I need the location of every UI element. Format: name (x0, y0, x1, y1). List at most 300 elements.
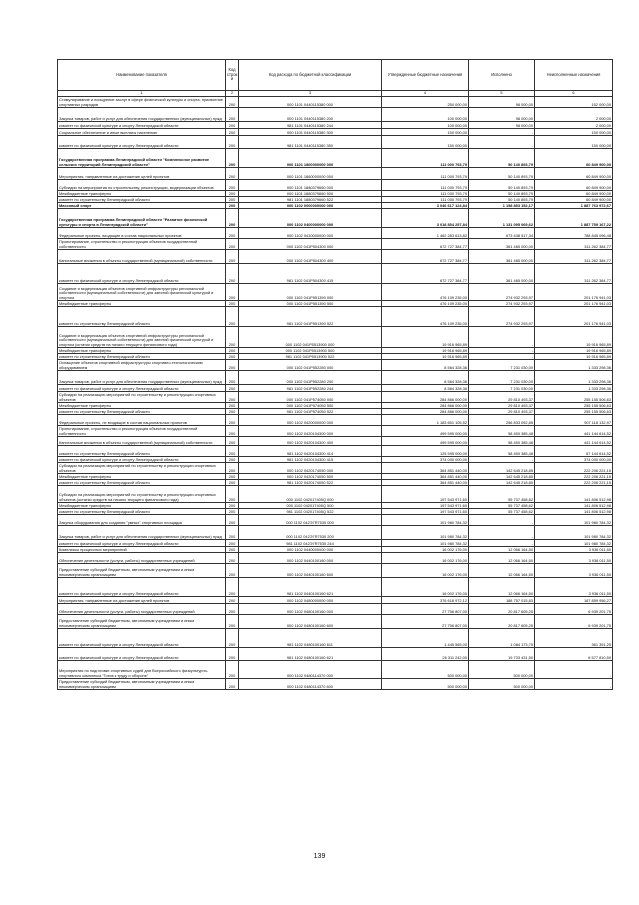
table-row (58, 661, 613, 679)
row-name: Межбюджетные трансферты (58, 474, 226, 480)
row-kbk-code: 981 1102 041P5513900 522 (239, 354, 382, 360)
row-approved-amount: 197 543 971,60 (382, 486, 469, 503)
row-code: 200 (226, 540, 239, 547)
row-approved-amount: 197 543 971,60 (382, 503, 469, 509)
row-code: 200 (226, 129, 239, 136)
row-unexecuted-amount: 141 806 512,98 (535, 503, 613, 509)
row-name: комитет по физической культуре и спорту Ленинградской области (58, 540, 226, 547)
table-row (58, 564, 613, 578)
table-row (58, 129, 613, 136)
row-executed-amount: 20 817 605,25 (469, 604, 535, 615)
row-kbk-code: 000 1102 0480100160 600 (239, 615, 382, 629)
row-kbk-code: 000 1102 0480114370 000 (239, 661, 382, 679)
row-kbk-code: 000 1102 041P574050 000 (239, 392, 382, 403)
row-kbk-code: 000 1102 0420104300 400 (239, 437, 382, 446)
row-approved-amount: 476 109 235,00 (382, 307, 469, 327)
table-row (58, 526, 613, 540)
row-kbk-code: 981 1102 042017405Q 522 (239, 509, 382, 515)
row-unexecuted-amount: 222 206 221,15 (535, 463, 613, 474)
row-executed-amount: 50 140 893,79 (469, 180, 535, 191)
row-code: 200 (226, 360, 239, 371)
row-unexecuted-amount: 60 849 900,00 (535, 168, 613, 180)
row-code: 200 (226, 486, 239, 503)
row-code: 200 (226, 203, 239, 209)
row-approved-amount: 197 543 971,60 (382, 509, 469, 515)
row-code: 200 (226, 457, 239, 463)
table-row (58, 679, 613, 690)
row-approved-amount: 1 183 651 105,52 (382, 415, 469, 426)
row-name: Оснащение объектов спортивной инфраструктуры спортивно-технологическим оборудованием (58, 360, 226, 371)
row-kbk-code: 000 1102 042017405Q 500 (239, 503, 382, 509)
row-code: 200 (226, 209, 239, 228)
row-code: 200 (226, 503, 239, 509)
row-approved-amount: 672 727 384,77 (382, 250, 469, 264)
row-executed-amount: 1 131 095 069,62 (469, 209, 535, 228)
row-executed-amount: 55 737 458,62 (469, 486, 535, 503)
row-executed-amount: - (469, 136, 535, 149)
row-kbk-code: 981 1101 0440115380 244 (239, 122, 382, 129)
row-executed-amount: 7 231 030,00 (469, 360, 535, 371)
row-name: Субсидии на реализацию мероприятий по строительству и реконструкции спортивных объектов (остатки средств на начало текущего финансового года) (58, 486, 226, 503)
row-name: Массовый спорт (58, 203, 226, 209)
row-kbk-code: 000 1101 1880379660 500 (239, 191, 382, 197)
row-name: комитет по строительству Ленинградской области (58, 446, 226, 457)
row-unexecuted-amount: 60 849 900,00 (535, 180, 613, 191)
row-code: 200 (226, 604, 239, 615)
row-code: 200 (226, 348, 239, 354)
row-kbk-code: 981 1102 0440100160 621 (239, 578, 382, 597)
row-name: Мероприятия, направленные на достижение целей проектов (58, 597, 226, 604)
row-name: комитет по физической культуре и спорту Ленинградской области (58, 629, 226, 648)
row-unexecuted-amount: 6 577 810,50 (535, 648, 613, 661)
row-name: Обеспечение деятельности (услуги, работы) государственных учреждений (58, 553, 226, 564)
row-unexecuted-amount: 101 980 784,32 (535, 515, 613, 526)
row-kbk-code: 981 1102 041P504300 415 (239, 264, 382, 284)
row-approved-amount: 1 445 565,00 (382, 629, 469, 648)
row-executed-amount: 55 737 458,62 (469, 503, 535, 509)
header-name: Наименование показателя (58, 60, 226, 91)
row-kbk-code: 000 1102 0410000000 000 (239, 228, 382, 239)
table-row (58, 463, 613, 474)
row-kbk-code: 981 1102 0420174050 522 (239, 480, 382, 486)
row-kbk-code: 000 1101 0440115380 300 (239, 129, 382, 136)
row-approved-amount: 3 018 854 257,84 (382, 209, 469, 228)
row-name: Капитальные вложения в объекты государственной (муниципальной) собственности (58, 437, 226, 446)
row-code: 200 (226, 526, 239, 540)
row-kbk-code: 000 1102 042017405Q 000 (239, 486, 382, 503)
row-code: 200 (226, 284, 239, 301)
row-kbk-code: 981 1102 0480100160 621 (239, 648, 382, 661)
table-body (58, 97, 613, 690)
row-name: комитет по физической культуре и спорту Ленинградской области (58, 578, 226, 597)
row-executed-amount: 500 000,00 (469, 661, 535, 679)
row-code: 200 (226, 661, 239, 679)
row-kbk-code: 000 1101 0440115380 200 (239, 108, 382, 122)
table-row (58, 149, 613, 168)
table-row (58, 385, 613, 392)
row-name: Субсидии на мероприятия по строительству, реконструкции, модернизации объектов (58, 180, 226, 191)
table-row (58, 415, 613, 426)
row-unexecuted-amount: 60 849 900,00 (535, 197, 613, 203)
row-executed-amount: 50 140 893,79 (469, 168, 535, 180)
row-approved-amount: 284 866 000,00 (382, 403, 469, 409)
row-code: 200 (226, 597, 239, 604)
row-unexecuted-amount: 1 887 763 972,67 (535, 203, 613, 209)
row-unexecuted-amount: 441 144 614,52 (535, 437, 613, 446)
row-approved-amount: 364 851 440,00 (382, 480, 469, 486)
row-code: 200 (226, 409, 239, 415)
table-row (58, 264, 613, 284)
row-executed-amount: 500 000,00 (469, 679, 535, 690)
row-code: 200 (226, 629, 239, 648)
row-approved-amount: 672 727 384,77 (382, 264, 469, 284)
table-row (58, 97, 613, 108)
row-approved-amount: 111 000 793,79 (382, 149, 469, 168)
row-code: 200 (226, 509, 239, 515)
row-code: 200 (226, 371, 239, 385)
row-code: 200 (226, 515, 239, 526)
row-executed-amount: 7 231 030,00 (469, 371, 535, 385)
row-executed-amount: 188 757 015,83 (469, 597, 535, 604)
table-row (58, 371, 613, 385)
row-approved-amount: 150 000,00 (382, 136, 469, 149)
row-executed-amount: 12 066 164,50 (469, 564, 535, 578)
row-approved-amount: 672 727 384,77 (382, 239, 469, 250)
row-approved-amount: 100 000,00 (382, 108, 469, 122)
row-kbk-code: 981 1101 1880379660 522 (239, 197, 382, 203)
row-executed-amount: 12 066 164,50 (469, 547, 535, 553)
row-code: 200 (226, 437, 239, 446)
row-name: Субсидии на реализацию мероприятий по строительству и реконструкции спортивных объектов (58, 463, 226, 474)
row-approved-amount: 111 000 793,79 (382, 197, 469, 203)
row-executed-amount: 50 140 893,79 (469, 191, 535, 197)
table-row (58, 615, 613, 629)
row-name: комитет по строительству Ленинградской области (58, 509, 226, 515)
row-approved-amount: 8 564 328,36 (382, 371, 469, 385)
row-name: Субсидии на реализацию мероприятий по строительству и реконструкции спортивных объектов (58, 392, 226, 403)
row-unexecuted-amount: 201 176 941,03 (535, 307, 613, 327)
row-kbk-code: 000 1102 041P552280 000 (239, 360, 382, 371)
row-name: комитет по строительству Ленинградской области (58, 409, 226, 415)
table-row (58, 578, 613, 597)
row-kbk-code: 000 1102 041P504300 000 (239, 239, 382, 250)
row-code: 200 (226, 415, 239, 426)
table-row (58, 136, 613, 149)
row-executed-amount: 50 140 893,79 (469, 149, 535, 168)
row-unexecuted-amount: 201 176 941,03 (535, 301, 613, 307)
row-approved-amount: 250 000,00 (382, 97, 469, 108)
row-approved-amount: 111 000 793,79 (382, 191, 469, 197)
row-unexecuted-amount: 3 936 011,50 (535, 547, 613, 553)
row-code: 200 (226, 239, 239, 250)
row-name: Создание и модернизация объектов спортивной инфраструктуры региональной собственности (муниципальной собственности) для занятий физической культурой и спортом (остатки средств на начало текущего финансового года) (58, 327, 226, 348)
row-executed-amount: 274 932 293,97 (469, 284, 535, 301)
row-unexecuted-amount: 788 845 096,48 (535, 228, 613, 239)
row-unexecuted-amount: 3 936 011,50 (535, 553, 613, 564)
row-executed-amount: 58 450 385,48 (469, 437, 535, 446)
row-approved-amount: 364 851 440,00 (382, 463, 469, 474)
row-name: Государственная программа Ленинградской области "Развитие физической культуры и спорта в Ленинградской области" (58, 209, 226, 228)
row-approved-amount: 27 756 807,00 (382, 604, 469, 615)
row-code: 200 (226, 578, 239, 597)
row-executed-amount: 1 158 853 152,17 (469, 203, 535, 209)
row-unexecuted-amount: 255 155 506,63 (535, 392, 613, 403)
row-executed-amount: 142 645 218,85 (469, 474, 535, 480)
table-row (58, 515, 613, 526)
row-approved-amount: 476 109 235,00 (382, 284, 469, 301)
row-kbk-code: 000 1102 0480100160 000 (239, 604, 382, 615)
row-code: 200 (226, 136, 239, 149)
row-kbk-code: 981 1102 041P574050 522 (239, 409, 382, 415)
row-executed-amount: - (469, 348, 535, 354)
row-approved-amount: 3 046 617 124,84 (382, 203, 469, 209)
row-kbk-code: 000 1102 042Э7R7530 200 (239, 526, 382, 540)
table-row (58, 250, 613, 264)
row-unexecuted-amount: 255 155 506,63 (535, 403, 613, 409)
row-unexecuted-amount: 60 849 900,00 (535, 149, 613, 168)
row-code: 200 (226, 392, 239, 403)
row-name: Мероприятия, направленные на достижение целей проектов (58, 168, 226, 180)
row-unexecuted-amount: 101 980 784,32 (535, 540, 613, 547)
row-name: Межбюджетные трансферты (58, 301, 226, 307)
row-code: 200 (226, 228, 239, 239)
row-name: Мероприятия по подготовке спортивных судей для Всероссийского физкультурно-спортивного комплекса "Готов к труду и обороне" (58, 661, 226, 679)
row-executed-amount: 20 817 605,25 (469, 615, 535, 629)
row-code: 200 (226, 403, 239, 409)
column-number: 6 (535, 91, 613, 97)
row-executed-amount: 98 000,00 (469, 122, 535, 129)
row-approved-amount: 19 916 965,89 (382, 354, 469, 360)
row-name: комитет по физической культуре и спорту Ленинградской области (58, 648, 226, 661)
row-unexecuted-amount: - (535, 661, 613, 679)
table-row (58, 108, 613, 122)
row-code: 200 (226, 149, 239, 168)
row-name: Предоставление субсидий бюджетным, автономным учреждениям и иным некоммерческим организациям (58, 679, 226, 690)
table-row (58, 327, 613, 348)
row-executed-amount: 274 932 293,97 (469, 301, 535, 307)
row-code: 200 (226, 264, 239, 284)
row-name: Предоставление субсидий бюджетным, автономным учреждениям и иным некоммерческим организациям (58, 564, 226, 578)
row-code: 200 (226, 327, 239, 348)
row-unexecuted-amount: - (535, 679, 613, 690)
row-name: Проектирование, строительство и реконструкция объектов государственной собственности (58, 239, 226, 250)
row-approved-amount: 19 916 965,89 (382, 348, 469, 354)
row-unexecuted-amount: 3 936 011,50 (535, 564, 613, 578)
row-kbk-code: 000 1102 0000000000 000 (239, 203, 382, 209)
row-name: комитет по физической культуре и спорту Ленинградской области (58, 122, 226, 129)
row-unexecuted-amount: 222 206 221,15 (535, 480, 613, 486)
row-name: Федеральные проекты, входящие в состав национальных проектов (58, 228, 226, 239)
row-name: Комплексы процессных мероприятий (58, 547, 226, 553)
row-code: 200 (226, 679, 239, 690)
row-name: Создание и модернизация объектов спортивной инфраструктуры региональной собственности (муниципальной собственности) для занятий физической культурой и спортом (58, 284, 226, 301)
row-approved-amount: 100 000,00 (382, 122, 469, 129)
row-kbk-code: 981 1101 0440115380 350 (239, 136, 382, 149)
row-code: 200 (226, 474, 239, 480)
row-kbk-code: 981 1102 0420104300 415 (239, 457, 382, 463)
row-kbk-code: 000 1102 041P551390 500 (239, 301, 382, 307)
row-name: комитет по физической культуре и спорту Ленинградской области (58, 457, 226, 463)
row-approved-amount: 125 595 000,00 (382, 446, 469, 457)
table-row (58, 392, 613, 403)
row-kbk-code: 000 1102 0420000000 000 (239, 415, 382, 426)
row-unexecuted-amount: 2 000,00 (535, 108, 613, 122)
row-code: 200 (226, 191, 239, 197)
table-row (58, 597, 613, 604)
row-approved-amount: 101 980 784,32 (382, 515, 469, 526)
table-row (58, 437, 613, 446)
row-code: 200 (226, 97, 239, 108)
row-approved-amount: 8 564 328,36 (382, 385, 469, 392)
row-approved-amount: 27 756 807,00 (382, 615, 469, 629)
table-row (58, 360, 613, 371)
row-code: 200 (226, 564, 239, 578)
header-executed: Исполнено (469, 60, 535, 91)
column-number: 3 (239, 91, 382, 97)
row-kbk-code: 000 1102 0480000000 000 (239, 597, 382, 604)
row-code: 200 (226, 122, 239, 129)
row-name: Федеральные проекты, не входящие в состав национальных проектов (58, 415, 226, 426)
row-unexecuted-amount: 3 936 011,50 (535, 578, 613, 597)
row-unexecuted-amount: 441 144 614,52 (535, 426, 613, 437)
row-unexecuted-amount: 907 118 132,97 (535, 415, 613, 426)
row-approved-amount: 111 000 793,79 (382, 168, 469, 180)
row-kbk-code: 981 1102 041P552280 244 (239, 385, 382, 392)
row-unexecuted-amount: 255 155 506,63 (535, 409, 613, 415)
row-approved-amount: 1 462 283 613,82 (382, 228, 469, 239)
row-code: 200 (226, 301, 239, 307)
row-approved-amount: 374 000 000,00 (382, 457, 469, 463)
row-code: 200 (226, 180, 239, 191)
row-name: Межбюджетные трансферты (58, 191, 226, 197)
table-row (58, 629, 613, 648)
row-executed-amount: - (469, 354, 535, 360)
row-kbk-code: 000 1102 0420174050 500 (239, 474, 382, 480)
row-kbk-code: 000 1102 041P5513900 500 (239, 348, 382, 354)
row-unexecuted-amount: 361 391,25 (535, 629, 613, 648)
row-kbk-code: 000 1101 0440115380 000 (239, 97, 382, 108)
row-code: 200 (226, 615, 239, 629)
row-approved-amount: 499 595 000,00 (382, 426, 469, 437)
row-executed-amount: 361 465 000,00 (469, 239, 535, 250)
row-executed-amount: 12 066 164,50 (469, 578, 535, 597)
row-executed-amount: 142 645 218,85 (469, 480, 535, 486)
row-unexecuted-amount: 1 333 298,36 (535, 360, 613, 371)
row-kbk-code: 000 1102 0420104300 000 (239, 426, 382, 437)
row-name: Закупка товаров, работ и услуг для обеспечения государственных (муниципальных) нужд (58, 108, 226, 122)
table-row (58, 446, 613, 457)
row-kbk-code: 000 1102 0420174050 000 (239, 463, 382, 474)
table-row (58, 284, 613, 301)
table-row (58, 307, 613, 327)
budget-execution-table (57, 59, 613, 690)
row-executed-amount: 50 140 893,79 (469, 197, 535, 203)
row-kbk-code: 000 1102 042Э7R7530 000 (239, 515, 382, 526)
row-executed-amount: 58 450 385,48 (469, 426, 535, 437)
header-unexecuted: Неисполненные назначения (535, 60, 613, 91)
row-executed-amount: 29 810 493,37 (469, 403, 535, 409)
row-code: 200 (226, 480, 239, 486)
row-executed-amount: 29 810 493,37 (469, 409, 535, 415)
row-approved-amount: 8 564 328,36 (382, 360, 469, 371)
row-name: Закупка товаров, работ и услуг для обеспечения государственных (муниципальных) нужд (58, 526, 226, 540)
row-approved-amount: 16 002 176,00 (382, 564, 469, 578)
row-code: 200 (226, 463, 239, 474)
row-unexecuted-amount: 60 849 900,00 (535, 191, 613, 197)
row-name: Предоставление субсидий бюджетным, автономным учреждениям и иным некоммерческим организациям (58, 615, 226, 629)
row-kbk-code: 000 1101 1860000000 000 (239, 168, 382, 180)
row-code: 200 (226, 426, 239, 437)
row-executed-amount: 98 000,00 (469, 108, 535, 122)
column-number: 2 (226, 91, 239, 97)
row-approved-amount: 26 311 242,00 (382, 648, 469, 661)
row-name: комитет по строительству Ленинградской области (58, 307, 226, 327)
row-executed-amount: 58 450 385,48 (469, 446, 535, 457)
row-executed-amount: - (469, 327, 535, 348)
table-row (58, 604, 613, 615)
row-kbk-code: 981 1102 041P551390 522 (239, 307, 382, 327)
row-executed-amount: 361 465 000,00 (469, 264, 535, 284)
row-executed-amount: 274 932 293,97 (469, 307, 535, 327)
row-approved-amount: 284 866 000,00 (382, 392, 469, 403)
row-kbk-code: 981 1102 0420104300 414 (239, 446, 382, 457)
table-row (58, 209, 613, 228)
row-unexecuted-amount: 141 806 512,98 (535, 509, 613, 515)
row-unexecuted-amount: 101 980 784,32 (535, 526, 613, 540)
row-executed-amount: - (469, 540, 535, 547)
row-kbk-code: 981 1102 0480100160 611 (239, 629, 382, 648)
row-name: Проектирование, строительство и реконструкция объектов государственной собственности (58, 426, 226, 437)
table-row (58, 228, 613, 239)
column-number: 4 (382, 91, 469, 97)
row-unexecuted-amount: 6 939 201,75 (535, 615, 613, 629)
row-executed-amount: - (469, 526, 535, 540)
table-row (58, 180, 613, 191)
row-name: Межбюджетные трансферты (58, 348, 226, 354)
row-unexecuted-amount: 19 916 965,89 (535, 348, 613, 354)
row-executed-amount: 19 733 431,50 (469, 648, 535, 661)
row-name: Закупка оборудования для создания "умных" спортивных площадок (58, 515, 226, 526)
row-name: комитет по физической культуре и спорту Ленинградской области (58, 264, 226, 284)
row-approved-amount: 16 002 176,00 (382, 553, 469, 564)
row-name: комитет по строительству Ленинградской области (58, 354, 226, 360)
row-kbk-code: 000 1102 041P552280 200 (239, 371, 382, 385)
row-kbk-code: 000 1102 0440100160 600 (239, 564, 382, 578)
row-name: комитет по физической культуре и спорту Ленинградской области (58, 136, 226, 149)
row-name: комитет по физической культуре и спорту Ленинградской области (58, 385, 226, 392)
row-kbk-code: 000 1102 041P504300 400 (239, 250, 382, 264)
row-name: Обеспечение деятельности (услуги, работы) государственных учреждений (58, 604, 226, 615)
row-unexecuted-amount: 19 916 965,89 (535, 327, 613, 348)
row-approved-amount: 101 980 784,32 (382, 526, 469, 540)
row-code: 200 (226, 168, 239, 180)
row-kbk-code: 000 1102 0440000000 000 (239, 547, 382, 553)
table-header-row (58, 60, 613, 91)
row-unexecuted-amount: 187 859 956,27 (535, 597, 613, 604)
column-number: 5 (469, 91, 535, 97)
row-code: 200 (226, 385, 239, 392)
row-executed-amount: 98 000,00 (469, 97, 535, 108)
table-row (58, 168, 613, 180)
table-row (58, 122, 613, 129)
row-unexecuted-amount: 19 916 965,89 (535, 354, 613, 360)
table-row (58, 426, 613, 437)
row-name: комитет по строительству Ленинградской области (58, 480, 226, 486)
row-name: Социальное обеспечение и иные выплаты населению (58, 129, 226, 136)
row-name: Закупка товаров, работ и услуг для обеспечения государственных (муниципальных) нужд (58, 371, 226, 385)
row-unexecuted-amount: 1 333 298,36 (535, 371, 613, 385)
table-row (58, 648, 613, 661)
